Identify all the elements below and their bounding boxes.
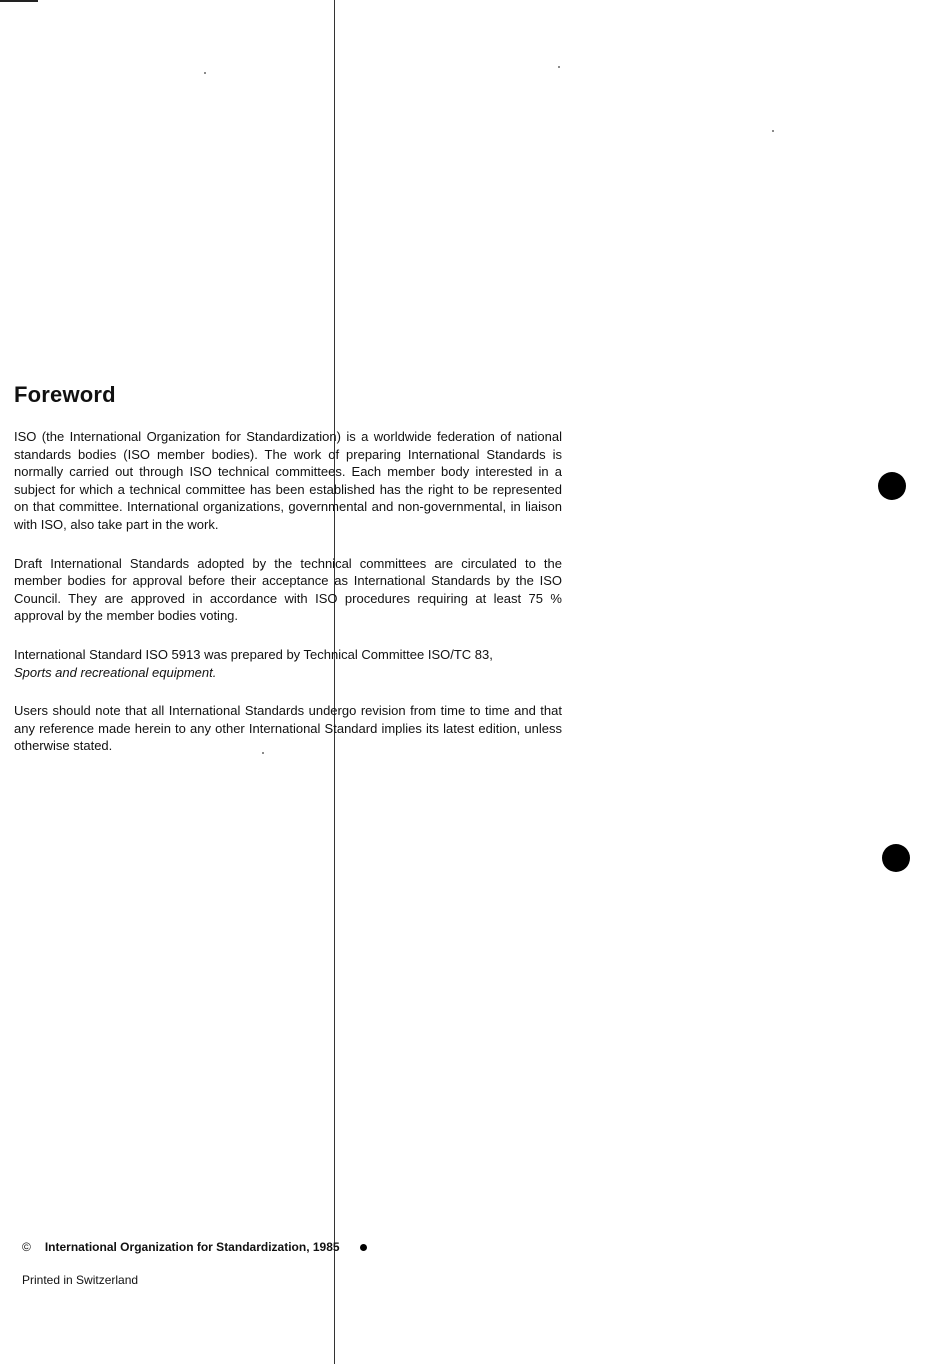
copyright-line bbox=[22, 1240, 367, 1254]
scan-speck bbox=[204, 72, 206, 74]
punch-hole bbox=[882, 844, 910, 872]
corner-crop-mark bbox=[0, 0, 38, 2]
page-title: Foreword bbox=[14, 382, 116, 407]
paragraph-iso-5913 bbox=[14, 646, 562, 681]
bullet-icon bbox=[360, 1244, 367, 1251]
printed-location: Printed in Switzerland bbox=[22, 1273, 139, 1287]
copyright-icon: © bbox=[22, 1240, 31, 1254]
foreword-section bbox=[14, 382, 562, 776]
paragraph-revision-note: Users should note that all International Standards undergo revision from time to time and that any reference made herein to any other International Standard implies its latest edition, unless otherwise stated. bbox=[14, 703, 562, 754]
paragraph-iso-federation: ISO (the International Organization for Standardization) is a worldwide federation of national standards bodies (ISO member bodies). The work of preparing International Standards is normally carried out through ISO technical committees. Each member body interested in a subject for which a technical committee has been established has the right to be represented on that committee. International organizations, governmental and non-governmental, in liaison with ISO, also take part in the work. bbox=[14, 429, 562, 532]
punch-hole bbox=[878, 472, 906, 500]
scan-speck bbox=[772, 130, 774, 132]
scan-speck bbox=[558, 66, 560, 68]
copyright-text: International Organization for Standardization, 1985 bbox=[44, 1240, 340, 1254]
committee-title: Sports and recreational equipment. bbox=[14, 664, 217, 680]
paragraph-draft-standards: Draft International Standards adopted by the technical committees are circulated to the member bodies for approval before their acceptance as International Standards by the ISO Council. They are approved in accordance with ISO procedures requiring at least 75 % approval by the member bodies voting. bbox=[14, 555, 562, 624]
iso-5913-statement: International Standard ISO 5913 was prepared by Technical Committee ISO/TC 83, bbox=[14, 646, 493, 662]
